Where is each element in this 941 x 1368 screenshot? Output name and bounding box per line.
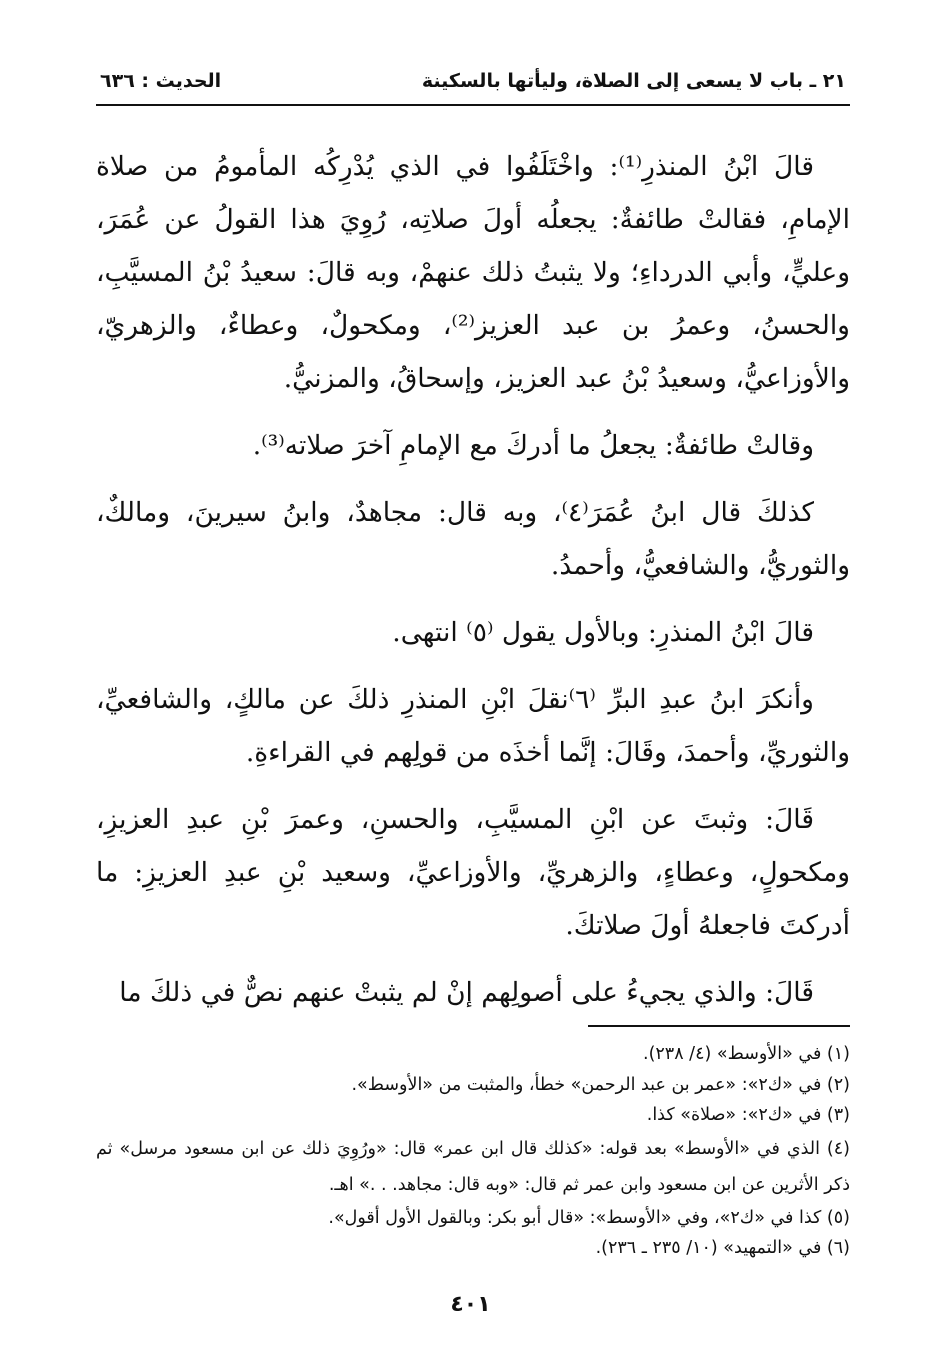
footnote-separator — [588, 1025, 850, 1027]
paragraph: قالَ ابْنُ المنذرِ⁽¹⁾: واخْتَلَفُوا في الذي يُدْرِكُه المأمومُ من صلاة الإمامِ، فقالتْ طائفةٌ: يجعلُه أولَ صلاتِه، رُوِيَ هذا القولُ عن عُمَرَ، وعليٍّ، وأبي الدرداءِ؛ ولا يثبتُ ذلك عنهمْ، وبه قالَ: سعيدُ بْنُ المسيَّبِ، والحسنُ، وعمرُ بن عبد العزيز⁽²⁾، ومكحولٌ، وعطاءٌ، والزهريّ، والأوزاعيُّ، وسعيدُ بْنُ عبد العزيز، وإسحاقُ، والمزنيُّ. — [96, 151, 850, 394]
hadith-number: الحديث : ٦٣٦ — [100, 70, 222, 92]
footnote: (٥) كذا في «ك٢»، وفي «الأوسط»: «قال أبو بكر: وبالقول الأول أقول». — [328, 1207, 850, 1228]
footnote: (٤) الذي في «الأوسط» بعد قوله: «كذلك قال ابن عمر» قال: «ورُوِيَ ذلك عن ابن مسعود مرسل» ثم ذكر الأثرين عن ابن مسعود وابن عمر ثم قال: «وبه قال: مجاهد. . .» اهـ. — [96, 1138, 850, 1195]
footnote: (١) في «الأوسط» (٤/ ٢٣٨). — [643, 1044, 850, 1064]
paragraph: وأنكرَ ابنُ عبدِ البرِّ ⁽٦⁾نقلَ ابْنِ المنذرِ ذلكَ عن مالكٍ، والشافعيِّ، والثوريِّ، وأحمدَ، وقَالَ: إنَّما أخذَه من قولِهم في القراءةِ. — [96, 684, 850, 768]
paragraph: قَالَ: وثبتَ عن ابْنِ المسيَّبِ، والحسنِ، وعمرَ بْنِ عبدِ العزيزِ، ومكحولٍ، وعطاءٍ، والزهريِّ، والأوزاعيِّ، وسعيد بْنِ عبدِ العزيزِ: ما أدركتَ فاجعلهُ أولَ صلاتكَ. — [96, 804, 850, 941]
chapter-title: ٢١ ـ باب لا يسعى إلى الصلاة، وليأتها بالسكينة — [421, 70, 846, 92]
paragraph: قَالَ: والذي يجيءُ على أصولِهم إنْ لم يثبتْ عنهم نصٌّ في ذلكَ ما — [119, 977, 814, 1008]
page-number: ٤٠١ — [450, 1292, 491, 1317]
main-text — [96, 140, 850, 1019]
paragraph: وقالتْ طائفةٌ: يجعلُ ما أدركَ مع الإمامِ آخرَ صلاته⁽³⁾. — [252, 430, 814, 461]
paragraph: قالَ ابْنُ المنذرِ: وبالأول يقول ⁽٥⁾ انتهى. — [392, 617, 814, 648]
paragraph: كذلكَ قال ابنُ عُمَرَ⁽٤⁾، وبه قال: مجاهدٌ، وابنُ سيرينَ، ومالكٌ، والثوريُّ، والشافعيُّ، وأحمدُ. — [96, 497, 850, 581]
footnote: (٢) في «ك٢»: «عمر بن عبد الرحمن» خطأ، والمثبت من «الأوسط». — [351, 1074, 850, 1095]
book-page — [96, 70, 850, 1264]
footnote: (٣) في «ك٢»: «صلاة» كذا. — [646, 1105, 850, 1125]
footnotes — [96, 1039, 850, 1264]
running-header — [96, 70, 850, 106]
footnote: (٦) في «التمهيد» (١٠/ ٢٣٥ ـ ٢٣٦). — [595, 1238, 850, 1258]
